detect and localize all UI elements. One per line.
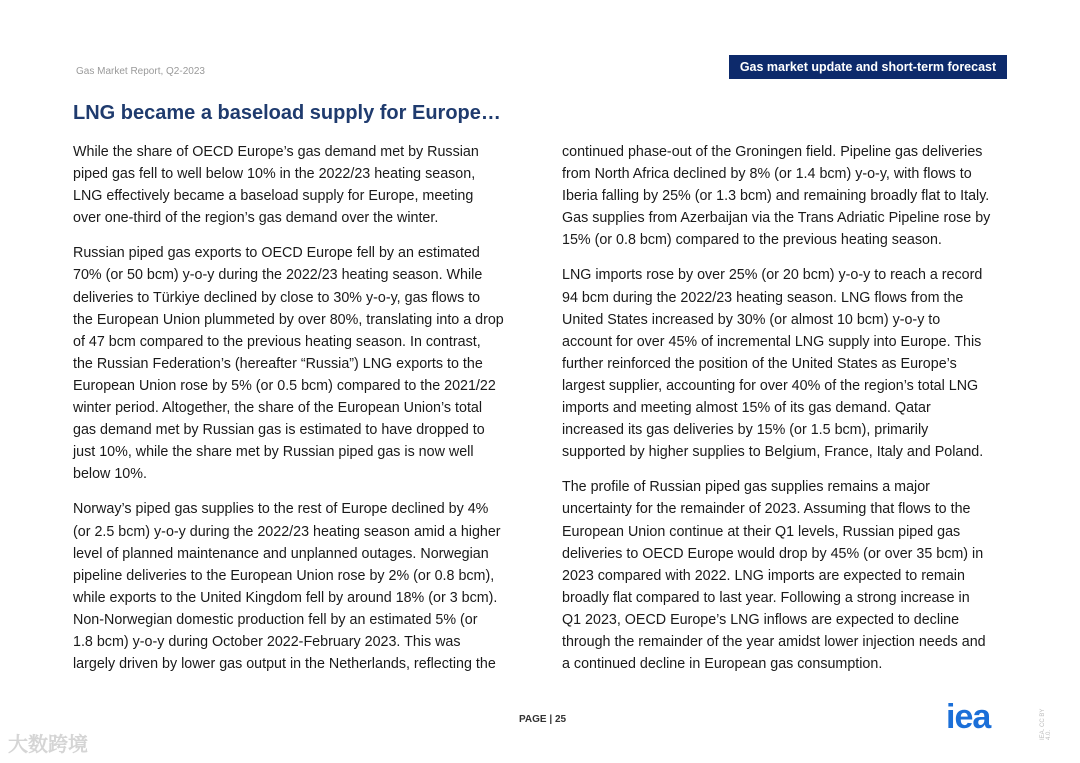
text-line: just 10%, while the share met by Russian piped gas is now well xyxy=(73,444,474,461)
text-line: 1.8 bcm) y-o-y during October 2022-February 2023. This was xyxy=(73,633,461,650)
text-line: of 47 bcm compared to the previous heating season. In contrast, xyxy=(73,333,481,350)
text-line: imports and meeting almost 15% of its gas demand. Qatar xyxy=(562,400,931,417)
text-line: European Union rose by 5% (or 0.5 bcm) compared to the 2021/22 xyxy=(73,377,496,394)
text-line: European Union continue at their Q1 levels, Russian piped gas xyxy=(562,523,961,540)
text-line: Norway’s piped gas supplies to the rest of Europe declined by 4% xyxy=(73,501,489,518)
text-line: the Russian Federation’s (hereafter “Russia”) LNG exports to the xyxy=(73,355,483,372)
license-text: IEA. CC BY 4.0. xyxy=(1040,708,1052,740)
text-line: deliveries to Türkiye declined by close to 30% y-o-y, gas flows to xyxy=(73,289,481,306)
text-line: while exports to the United Kingdom fell by around 18% (or 3 bcm). xyxy=(73,589,498,606)
text-line: gas demand met by Russian gas is estimated to have dropped to xyxy=(73,422,485,439)
text-line: through the remainder of the year amidst lower injection needs and xyxy=(562,633,986,650)
text-line: deliveries to OECD Europe would drop by 45% (or over 35 bcm) in xyxy=(562,545,984,562)
text-line: largely driven by lower gas output in the Netherlands, reflecting the xyxy=(73,656,496,673)
text-line: 15% (or 0.8 bcm) compared to the previous heating season. xyxy=(562,232,942,249)
watermark: 大数跨境 xyxy=(8,734,88,756)
text-line: (or 2.5 bcm) y-o-y during the 2022/23 heating season amid a higher xyxy=(73,523,501,540)
text-line: below 10%. xyxy=(73,466,147,483)
paragraph xyxy=(73,141,543,229)
text-line: LNG imports rose by over 25% (or 20 bcm) y-o-y to reach a record xyxy=(562,267,983,284)
text-line: United States increased by 30% (or almost 10 bcm) y-o-y to xyxy=(562,311,941,328)
text-line: 94 bcm during the 2022/23 heating season. LNG flows from the xyxy=(562,289,964,306)
text-line: over one-third of the region’s gas demand over the winter. xyxy=(73,210,439,227)
text-line: winter period. Altogether, the share of the European Union’s total xyxy=(73,400,483,417)
text-line: the European Union plummeted by over 80%, translating into a drop xyxy=(73,311,504,328)
paragraph xyxy=(562,141,1032,251)
section-badge: Gas market update and short-term forecast xyxy=(729,55,1007,79)
paragraph xyxy=(562,476,1032,675)
right-column xyxy=(562,141,1032,688)
left-column xyxy=(73,141,543,688)
iea-logo: iea xyxy=(946,698,991,736)
paragraph xyxy=(73,242,543,485)
paragraph xyxy=(562,264,1032,463)
report-name: Gas Market Report, Q2-2023 xyxy=(76,66,205,77)
text-line: uncertainty for the remainder of 2023. Assuming that flows to the xyxy=(562,501,971,518)
page-number: PAGE | 25 xyxy=(519,714,567,725)
text-line: level of planned maintenance and unplanned outages. Norwegian xyxy=(73,545,489,562)
text-line: further reinforced the position of the United States as Europe’s xyxy=(562,355,957,372)
text-line: increased its gas deliveries by 15% (or 1.5 bcm), primarily xyxy=(562,422,929,439)
text-line: piped gas fell to well below 10% in the 2022/23 heating season, xyxy=(73,166,476,183)
text-line: The profile of Russian piped gas supplies remains a major xyxy=(562,479,930,496)
text-line: continued phase-out of the Groningen field. Pipeline gas deliveries xyxy=(562,144,983,160)
text-line: broadly flat compared to last year. Following a strong increase in xyxy=(562,589,970,606)
text-line: LNG effectively became a baseload supply for Europe, meeting xyxy=(73,188,474,205)
text-line: Iberia falling by 25% (or 1.3 bcm) and remaining broadly flat to Italy. xyxy=(562,188,990,205)
paragraph xyxy=(73,498,543,675)
text-line: 70% (or 50 bcm) y-o-y during the 2022/23 heating season. While xyxy=(73,267,483,284)
text-line: from North Africa declined by 8% (or 1.4 bcm) y-o-y, with flows to xyxy=(562,166,972,183)
text-line: Gas supplies from Azerbaijan via the Trans Adriatic Pipeline rose by xyxy=(562,210,991,227)
text-line: 2023 compared with 2022. LNG imports are expected to remain xyxy=(562,567,965,584)
text-line: a continued decline in European gas consumption. xyxy=(562,656,883,673)
text-line: Q1 2023, OECD Europe’s LNG inflows are expected to decline xyxy=(562,611,960,628)
page-title: LNG became a baseload supply for Europe… xyxy=(73,102,501,124)
text-line: pipeline deliveries to the European Union rose by 2% (or 0.8 bcm), xyxy=(73,567,495,584)
text-line: Russian piped gas exports to OECD Europe fell by an estimated xyxy=(73,245,480,262)
text-line: Non-Norwegian domestic production fell by an estimated 5% (or xyxy=(73,611,478,628)
text-line: largest supplier, accounting for over 40% of the region’s total LNG xyxy=(562,377,979,394)
text-line: account for over 45% of incremental LNG supply into Europe. This xyxy=(562,333,982,350)
text-line: supported by higher supplies to Belgium, France, Italy and Poland. xyxy=(562,444,984,461)
text-line: While the share of OECD Europe’s gas demand met by Russian xyxy=(73,144,479,160)
